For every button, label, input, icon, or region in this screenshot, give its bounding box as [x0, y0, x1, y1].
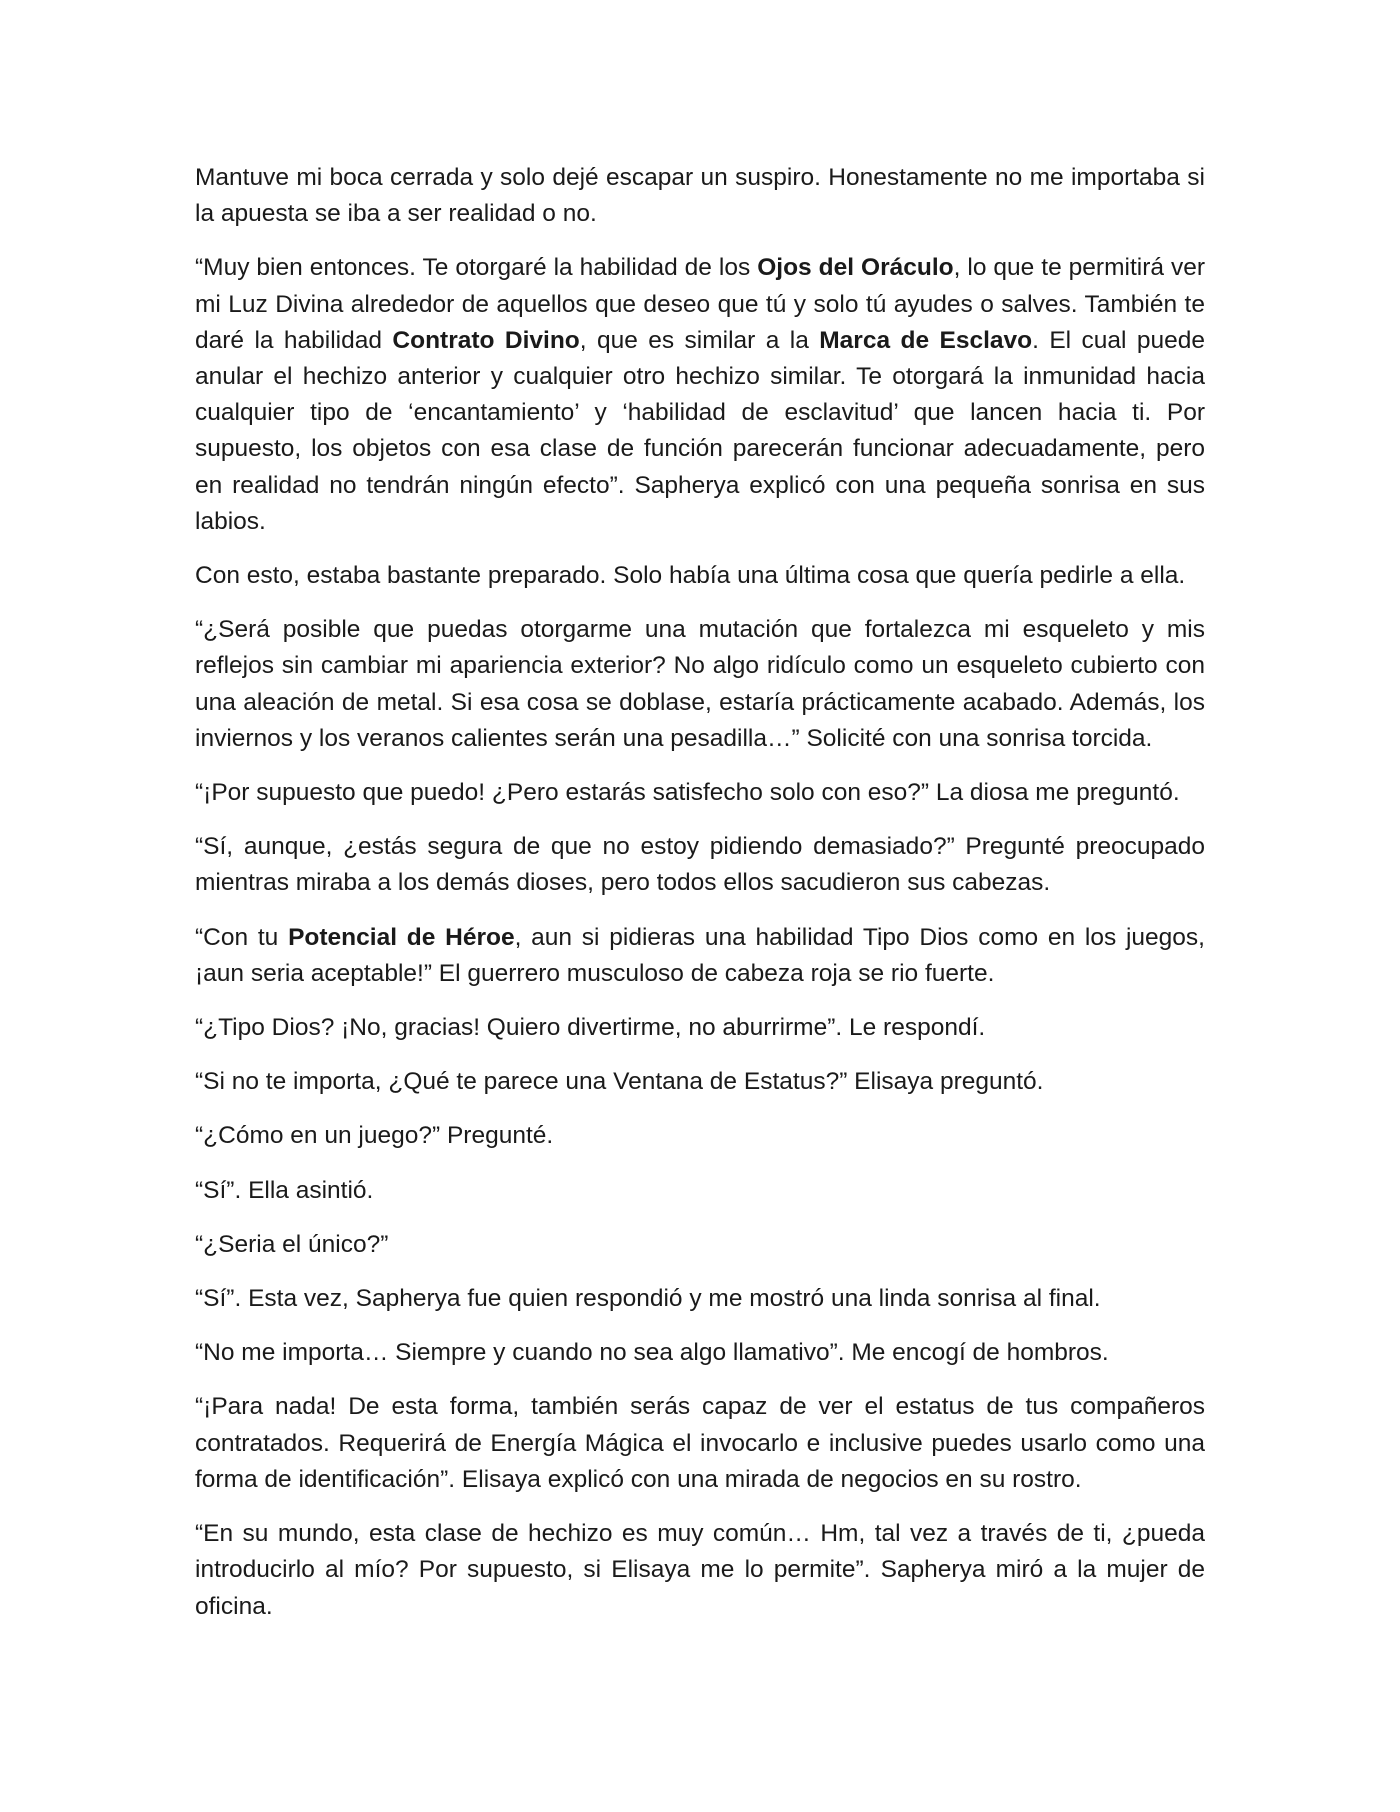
text-run: “Sí”. Ella asintió. [195, 1176, 374, 1204]
paragraph [195, 1516, 1205, 1625]
paragraph [195, 829, 1205, 901]
text-run: “Sí”. Esta vez, Sapherya fue quien respondió y me mostró una linda sonrisa al final. [195, 1285, 1101, 1313]
paragraph [195, 1118, 1205, 1154]
paragraph [195, 920, 1205, 992]
paragraph [195, 160, 1205, 232]
text-run: , lo que te permitirá ver mi Luz Divina alrededor de aquellos que deseo que tú y solo tú ayudes o salves. También te daré la habilidad [195, 254, 1205, 354]
paragraph [195, 558, 1205, 594]
text-run: “No me importa… Siempre y cuando no sea algo llamativo”. Me encogí de hombros. [195, 1339, 1109, 1367]
paragraph [195, 612, 1205, 757]
text-run: “¿Tipo Dios? ¡No, gracias! Quiero divertirme, no aburrirme”. Le respondí. [195, 1014, 986, 1042]
bold-term: Ojos del Oráculo [757, 254, 954, 282]
document-page [195, 160, 1205, 1643]
text-run: . El cual puede anular el hechizo anterior y cualquier otro hechizo similar. Te otorgará la inmunidad hacia cualquier tipo de ‘encantamiento’ y ‘habilidad de esclavitud’ que lancen hacia ti. Por supuesto, los objetos con esa clase de función parecerán funcionar adecuadamente, pero en realidad no tendrán ningún efecto”. Sapherya explicó con una pequeña sonrisa en sus labios. [195, 326, 1205, 535]
text-run: Con esto, estaba bastante preparado. Solo había una última cosa que quería pedirle a ella. [195, 562, 1186, 590]
text-run: “Con tu [195, 923, 289, 951]
text-run: “Si no te importa, ¿Qué te parece una Ventana de Estatus?” Elisaya preguntó. [195, 1068, 1044, 1096]
paragraph [195, 1173, 1205, 1209]
paragraph [195, 1227, 1205, 1263]
text-run: “En su mundo, esta clase de hechizo es muy común… Hm, tal vez a través de ti, ¿pueda introducirlo al mío? Por supuesto, si Elisaya me lo permite”. Sapherya miró a la mujer de oficina. [195, 1520, 1205, 1620]
text-run: “Sí, aunque, ¿estás segura de que no estoy pidiendo demasiado?” Pregunté preocupado mientras miraba a los demás dioses, pero todos ellos sacudieron sus cabezas. [195, 833, 1205, 897]
paragraph [195, 1010, 1205, 1046]
text-run: “¿Cómo en un juego?” Pregunté. [195, 1122, 554, 1150]
bold-term: Contrato Divino [392, 326, 580, 354]
paragraph [195, 775, 1205, 811]
text-run: “¡Para nada! De esta forma, también serás capaz de ver el estatus de tus compañeros contratados. Requerirá de Energía Mágica el invocarlo e inclusive puedes usarlo como una forma de identificación”. Elisaya explicó con una mirada de negocios en su rostro. [195, 1393, 1205, 1493]
paragraph [195, 250, 1205, 540]
text-run: , aun si pidieras una habilidad Tipo Dios como en los juegos, ¡aun seria aceptable!” El guerrero musculoso de cabeza roja se rio fuerte. [195, 923, 1205, 987]
paragraph [195, 1064, 1205, 1100]
bold-term: Marca de Esclavo [819, 326, 1033, 354]
text-run: “Muy bien entonces. Te otorgaré la habilidad de los [195, 254, 758, 282]
paragraph [195, 1281, 1205, 1317]
text-run: “¿Seria el único?” [195, 1230, 389, 1258]
bold-term: Potencial de Héroe [288, 923, 515, 951]
paragraph [195, 1335, 1205, 1371]
text-run: “¡Por supuesto que puedo! ¿Pero estarás satisfecho solo con eso?” La diosa me preguntó. [195, 779, 1180, 807]
text-run: , que es similar a la [579, 326, 820, 354]
text-run: “¿Será posible que puedas otorgarme una mutación que fortalezca mi esqueleto y mis reflejos sin cambiar mi apariencia exterior? No algo ridículo como un esqueleto cubierto con una aleación de metal. Si esa cosa se doblase, estaría prácticamente acabado. Además, los inviernos y los veranos calientes serán una pesadilla…” Solicité con una sonrisa torcida. [195, 616, 1205, 752]
paragraph [195, 1389, 1205, 1498]
text-run: Mantuve mi boca cerrada y solo dejé escapar un suspiro. Honestamente no me importaba si la apuesta se iba a ser realidad o no. [195, 164, 1205, 228]
